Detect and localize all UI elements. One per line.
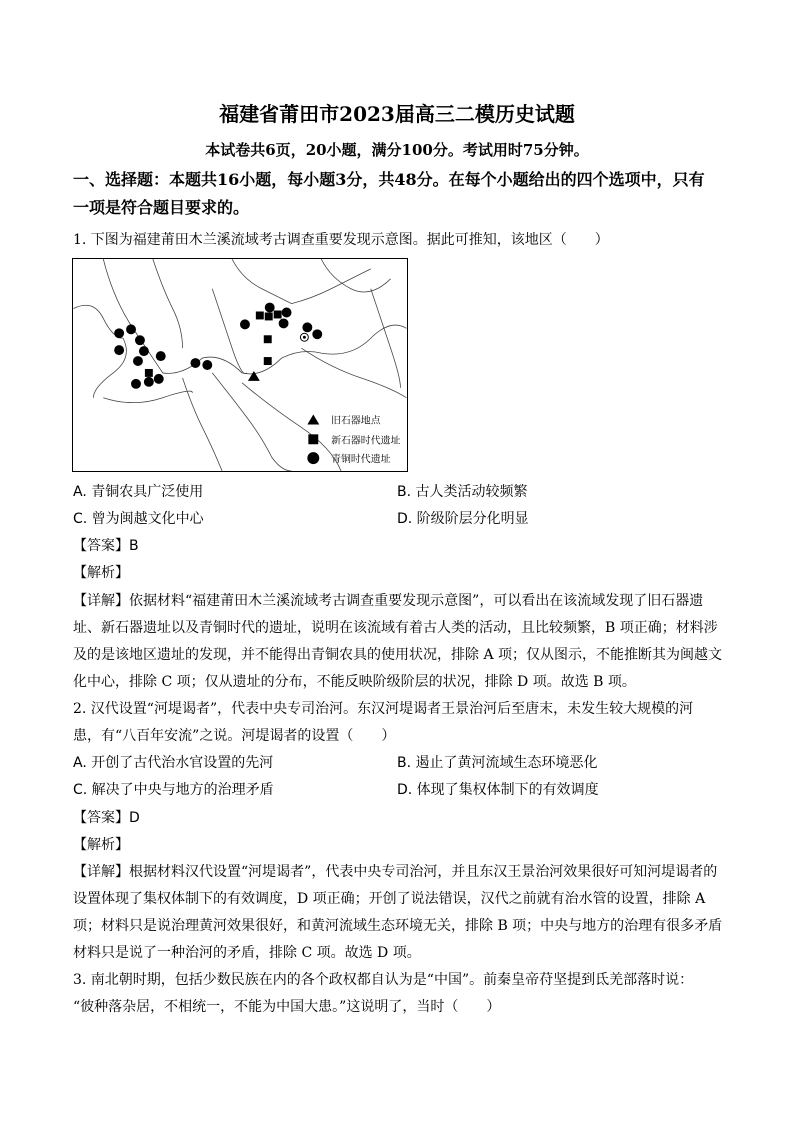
q2-stem: 2. 汉代设置“河堤谒者”，代表中央专司治河。东汉河堤谒者王景治河后至唐末，未发生较大规模的河 [73,701,694,717]
q2-analysis-label: 【解析】 [73,837,129,853]
square-icon [308,434,318,444]
q1-stem: 1. 下图为福建莆田木兰溪流域考古调查重要发现示意图。据此可推知，该地区（ ） [73,232,609,248]
paleolithic-site [248,371,260,381]
q3-stem-cont: “彼种落杂居，不相统一，不能为中国大患。”这说明了，当时（ ） [73,999,501,1015]
city-marker-icon [300,333,308,341]
q2-detail-line: 材料只是说了一种治河的矛盾，排除 C 项。故选 D 项。 [73,945,421,961]
page-title: 福建省莆田市2023届高三二模历史试题 [219,102,575,126]
section-heading-cont: 一项是符合题目要求的。 [73,198,250,217]
q2-detail-line: 设置体现了集权体制下的有效调度，D 项正确；开创了说法错误，汉代之前就有治水管的设置，排除 A [73,891,706,907]
legend-paleolithic: 旧石器地点 [331,415,381,427]
q2-option-a: A. 开创了古代治水官设置的先河 [73,755,274,771]
triangle-icon [307,415,319,425]
map-legend [307,413,400,465]
q2-option-d: D. 体现了集权体制下的有效调度 [397,782,599,798]
section-heading: 一、选择题：本题共16小题，每小题3分，共48分。在每个小题给出的四个选项中，只有 [73,170,705,189]
q1-option-c: C. 曾为闽越文化中心 [73,511,204,527]
q2-detail-line: 【详解】根据材料汉代设置“河堤谒者”，代表中央专司治河，并且东汉王景治河效果很好可知河堤谒者的 [73,864,718,880]
q2-stem-cont: 患，有“八百年安流”之说。河堤谒者的设置（ ） [73,728,396,744]
q1-option-a: A. 青铜农具广泛使用 [73,484,204,500]
neolithic-sites [145,311,282,377]
q1-option-d: D. 阶级阶层分化明显 [397,511,529,527]
q2-option-b: B. 遏止了黄河流域生态环境恶化 [397,755,598,771]
q2-answer: 【答案】D [73,810,140,826]
q3-stem: 3. 南北朝时期，包括少数民族在内的各个政权都自认为是“中国”。前秦皇帝苻坚提到氐羌部落时说： [73,972,694,988]
q1-answer: 【答案】B [73,538,139,554]
q1-detail-line: 址、新石器遗址以及青铜时代的遗址，说明在该流域有着古人类的活动，且比较频繁，B 项正确；材料涉 [73,620,718,636]
q1-detail-line: 【详解】依据材料“福建莆田木兰溪流域考古调查重要发现示意图”，可以看出在该流域发现了旧石器遗 [73,593,704,609]
exam-info: 本试卷共6页，20小题，满分100分。考试用时75分钟。 [205,141,589,159]
q1-detail-line: 化中心，排除 C 项；仅从遗址的分布，不能反映阶级阶层的状况，排除 D 项。故选 B 项。 [73,674,636,690]
q1-detail-line: 及的是该地区遗址的发现，并不能得出青铜农具的使用状况，排除 A 项；仅从图示，不能推断其为闽越文 [73,647,723,663]
q2-detail-line: 项；材料只是说治理黄河效果很好，和黄河流域生态环境无关，排除 B 项；中央与地方的治理有很多矛盾 [73,918,723,934]
legend-neolithic: 新石器时代遗址 [331,435,401,447]
archaeology-map [72,258,408,472]
q2-option-c: C. 解决了中央与地方的治理矛盾 [73,782,274,798]
q1-analysis-label: 【解析】 [73,565,129,581]
q1-option-b: B. 古人类活动较频繁 [397,484,528,500]
legend-bronze: 青铜时代遗址 [331,454,391,466]
circle-icon [307,452,319,464]
map-figure [73,259,407,471]
